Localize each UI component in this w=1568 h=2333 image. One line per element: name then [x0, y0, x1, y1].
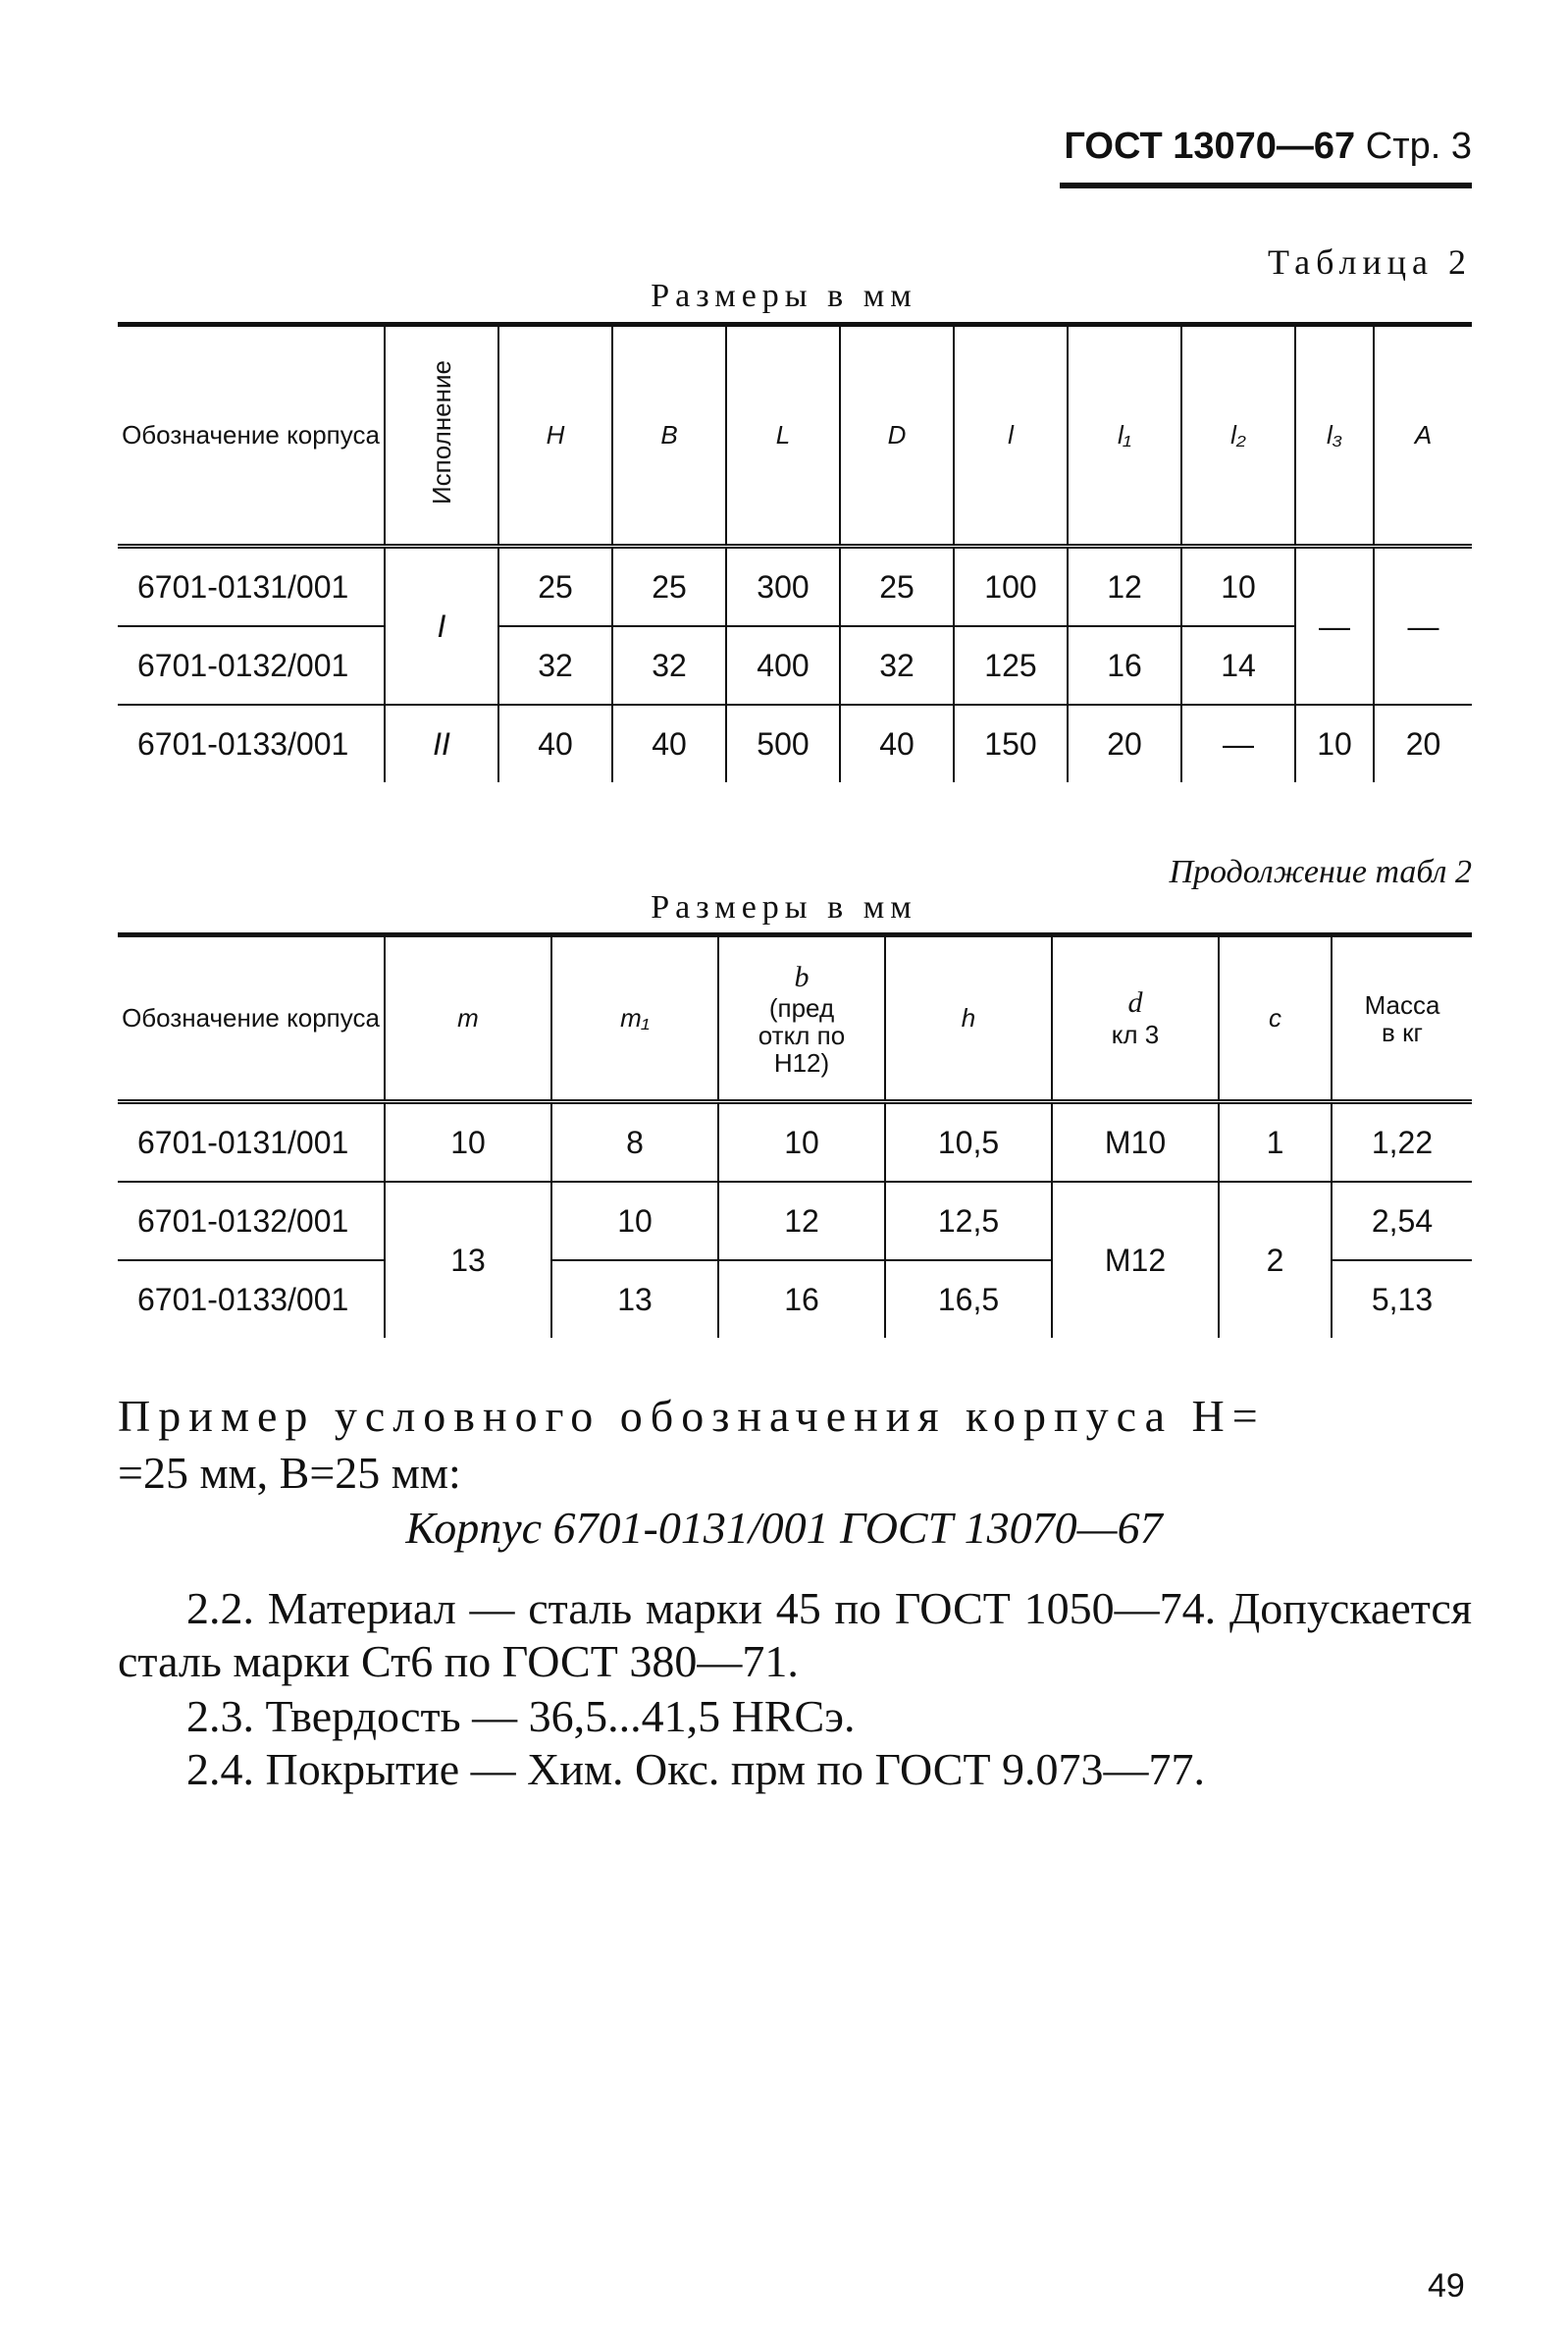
value-cell: 16: [718, 1260, 885, 1338]
header-mass: [1332, 935, 1472, 1102]
header-b-note: (пред откл по Н12): [758, 992, 846, 1078]
value-cell: 1,22: [1332, 1102, 1472, 1183]
designation-cell: 6701-0133/001: [137, 725, 349, 762]
example-intro: Пример условного обозначения корпуса Н=: [118, 1391, 1266, 1441]
standard-number: ГОСТ 13070—67: [1064, 126, 1356, 167]
version-cell: II: [385, 705, 498, 782]
continuation-label: Продолжение табл 2: [1169, 854, 1472, 890]
table-row: [118, 1102, 1472, 1183]
value-cell: 10: [385, 1102, 551, 1183]
header-l3: l₃: [1295, 325, 1374, 547]
units-caption: Размеры в мм: [651, 889, 917, 926]
value-cell: 16: [1068, 626, 1181, 705]
value-cell: 150: [954, 705, 1068, 782]
value-cell: 40: [840, 705, 954, 782]
version-cell: I: [385, 547, 498, 706]
header-b: [718, 935, 885, 1102]
page-header: [1060, 126, 1472, 168]
value-cell: —: [1295, 547, 1374, 706]
value-cell: 8: [551, 1102, 718, 1183]
value-cell: 10,5: [885, 1102, 1052, 1183]
value-cell: 40: [498, 705, 612, 782]
header-b-symbol: b: [794, 960, 810, 993]
table-row: [118, 705, 1472, 782]
value-cell: 13: [385, 1182, 551, 1338]
value-cell: 300: [726, 547, 840, 627]
dimensions-table: [118, 322, 1472, 782]
value-cell: 32: [612, 626, 726, 705]
header-H: H: [498, 325, 612, 547]
header-A: A: [1374, 325, 1472, 547]
header-B: B: [612, 325, 726, 547]
header-c: c: [1219, 935, 1332, 1102]
header-l2: l₂: [1181, 325, 1295, 547]
table-row: [118, 1182, 1472, 1260]
value-cell: 13: [551, 1260, 718, 1338]
header-version-text: Исполнение: [426, 359, 456, 504]
example-designation: Корпус 6701-0131/001 ГОСТ 13070—67: [405, 1503, 1163, 1553]
header-D: D: [840, 325, 954, 547]
value-cell: 400: [726, 626, 840, 705]
value-cell: 5,13: [1332, 1260, 1472, 1338]
header-rule: [1060, 183, 1472, 188]
value-cell: 2: [1219, 1182, 1332, 1338]
value-cell: 2,54: [1332, 1182, 1472, 1260]
value-cell: 12: [1068, 547, 1181, 627]
units-caption: Размеры в мм: [651, 278, 917, 314]
value-cell: 32: [498, 626, 612, 705]
value-cell: 25: [498, 547, 612, 627]
paragraph-hardness: 2.3. Твердость — 36,5...41,5 HRCэ.: [186, 1691, 856, 1741]
designation-cell: 6701-0131/001: [118, 547, 385, 627]
header-designation: Обозначение корпуса: [118, 935, 385, 1102]
header-d-note: кл 3: [1111, 1020, 1160, 1049]
value-cell: 1: [1219, 1102, 1332, 1183]
page-number: 49: [1428, 2267, 1465, 2305]
value-cell: 14: [1181, 626, 1295, 705]
value-cell: 12: [718, 1182, 885, 1260]
value-cell: 100: [954, 547, 1068, 627]
continuation-table: [118, 932, 1472, 1338]
value-cell: 20: [1374, 705, 1472, 782]
paragraph-material: 2.2. Материал — сталь марки 45 по ГОСТ 1050—74. Допускается сталь марки Ст6 по ГОСТ 380—71.: [118, 1583, 1472, 1686]
value-cell: 25: [840, 547, 954, 627]
value-cell: 40: [612, 705, 726, 782]
example-line2: =25 мм, В=25 мм:: [118, 1448, 461, 1498]
table-row: [118, 626, 1472, 705]
designation-cell: 6701-0133/001: [137, 1281, 349, 1317]
value-cell: 32: [840, 626, 954, 705]
designation-cell: 6701-0132/001: [118, 626, 385, 705]
value-cell: 12,5: [885, 1182, 1052, 1260]
example-text: [118, 1388, 1472, 1502]
header-m: m: [385, 935, 551, 1102]
table-label: Таблица 2: [1268, 242, 1472, 282]
header-d-symbol: d: [1127, 986, 1143, 1019]
value-cell: 10: [718, 1102, 885, 1183]
value-cell: 16,5: [885, 1260, 1052, 1338]
header-l: l: [954, 325, 1068, 547]
value-cell: 10: [1295, 705, 1374, 782]
value-cell: М10: [1052, 1102, 1219, 1183]
value-cell: —: [1181, 705, 1295, 782]
value-cell: 125: [954, 626, 1068, 705]
value-cell: 500: [726, 705, 840, 782]
header-l1: l₁: [1068, 325, 1181, 547]
header-d: [1052, 935, 1219, 1102]
table-row: [118, 547, 1472, 627]
designation-cell: 6701-0131/001: [118, 1102, 385, 1183]
header-h: h: [885, 935, 1052, 1102]
value-cell: М12: [1052, 1182, 1219, 1338]
value-cell: —: [1374, 547, 1472, 706]
header-designation: Обозначение корпуса: [118, 325, 385, 547]
value-cell: 10: [551, 1182, 718, 1260]
value-cell: 20: [1068, 705, 1181, 782]
paragraph-coating: 2.4. Покрытие — Хим. Окс. прм по ГОСТ 9.073—77.: [186, 1744, 1206, 1794]
header-m1: m₁: [551, 935, 718, 1102]
header-version: [385, 325, 498, 547]
designation-cell: 6701-0132/001: [118, 1182, 385, 1260]
value-cell: 25: [612, 547, 726, 627]
value-cell: 10: [1181, 547, 1295, 627]
header-mass-text: Масса в кг: [1364, 989, 1440, 1047]
page-label: Стр. 3: [1365, 126, 1472, 167]
header-L: L: [726, 325, 840, 547]
